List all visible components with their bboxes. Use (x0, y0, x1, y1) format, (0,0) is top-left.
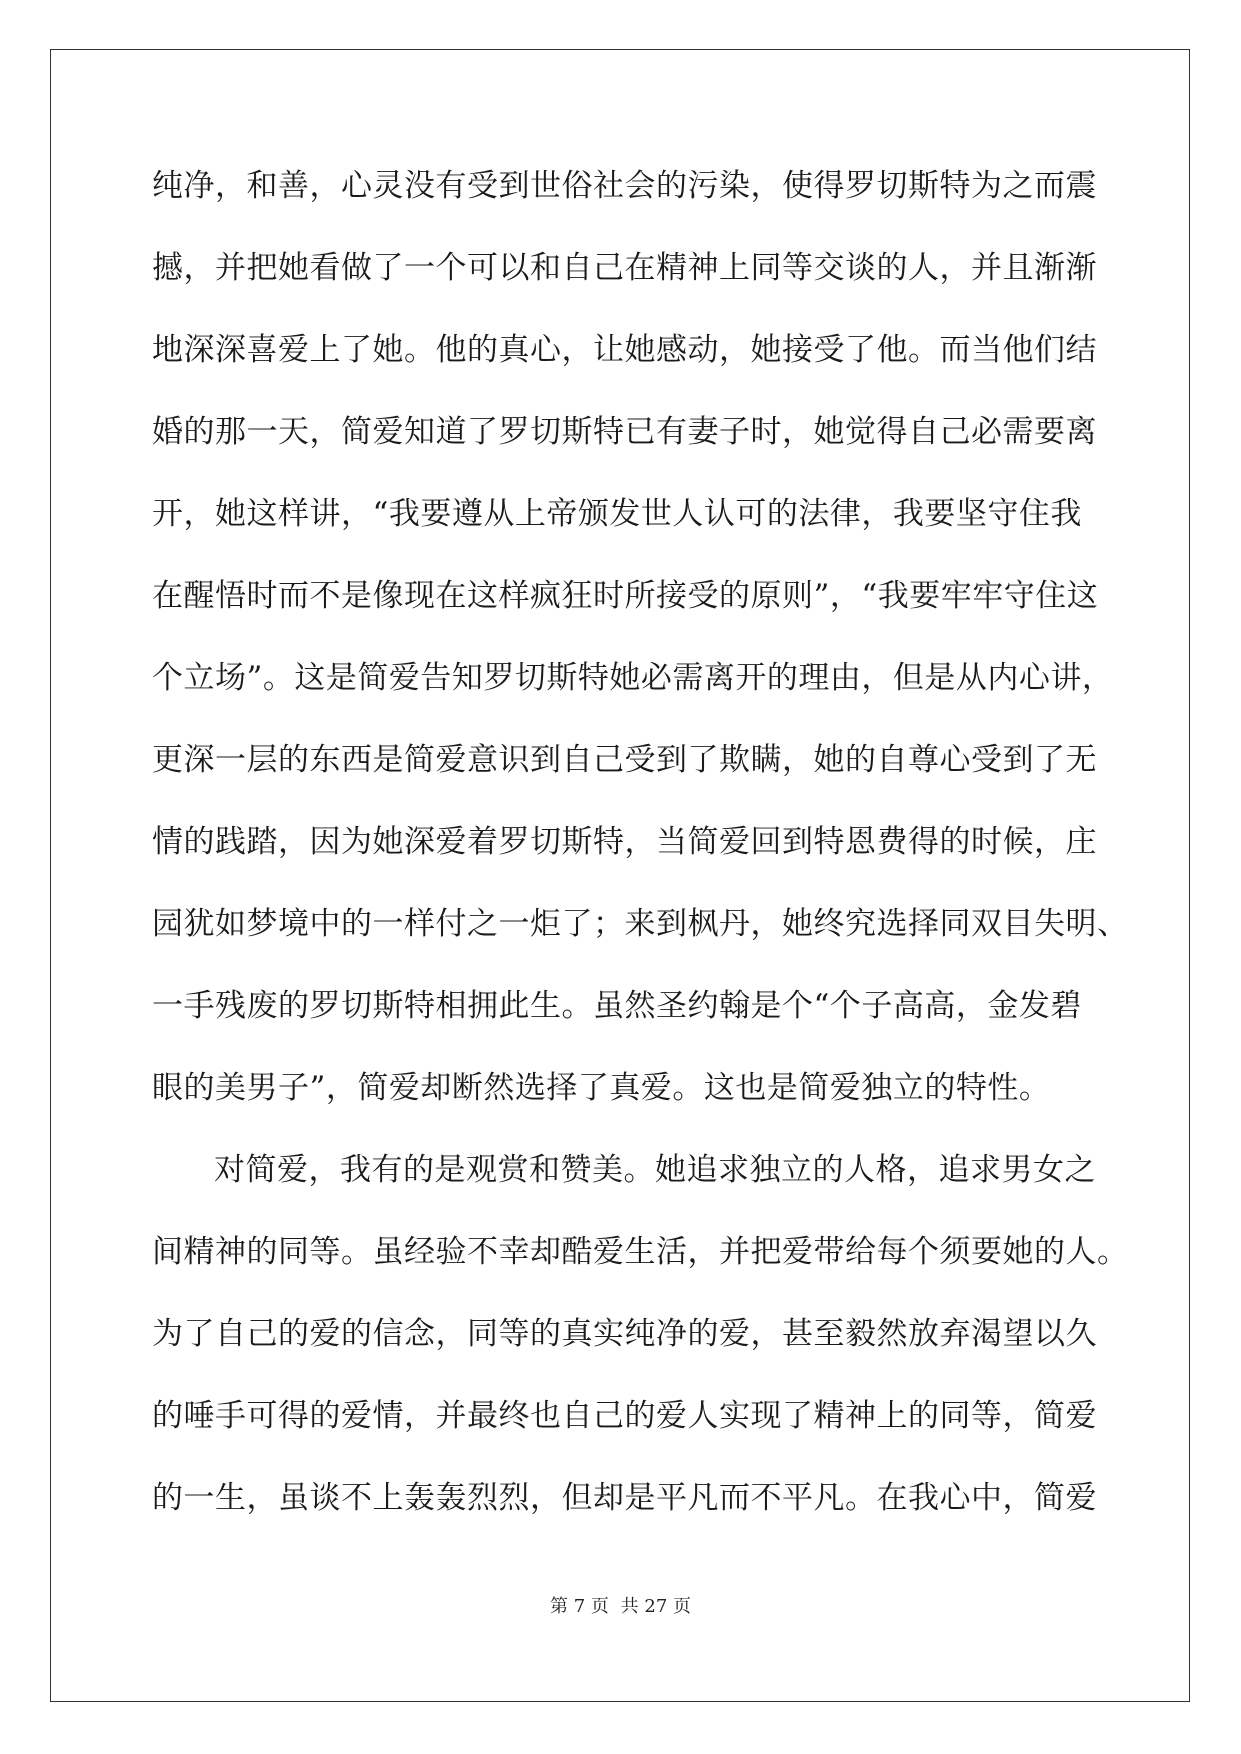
text-line: 情的践踏，因为她深爱着罗切斯特，当简爱回到特恩费得的时候，庄 (152, 824, 1097, 860)
text-line: 的一生，虽谈不上轰轰烈烈，但却是平凡而不平凡。在我心中，简爱 (152, 1480, 1097, 1516)
text-line: 婚的那一天，简爱知道了罗切斯特已有妻子时，她觉得自己必需要离 (152, 414, 1097, 450)
text-line: 的唾手可得的爱情，并最终也自己的爱人实现了精神上的同等，简爱 (152, 1398, 1097, 1434)
text-line: 纯净，和善，心灵没有受到世俗社会的污染，使得罗切斯特为之而震 (152, 168, 1097, 204)
text-line: 撼，并把她看做了一个可以和自己在精神上同等交谈的人，并且渐渐 (152, 250, 1097, 286)
page-number: 第 7 页 (550, 1596, 609, 1617)
text-line: 园犹如梦境中的一样付之一炬了；来到枫丹，她终究选择同双目失明、 (152, 906, 1129, 942)
text-line: 在醒悟时而不是像现在这样疯狂时所接受的原则”，“我要牢牢守住这 (152, 578, 1099, 614)
text-line: 为了自己的爱的信念，同等的真实纯净的爱，甚至毅然放弃渴望以久 (152, 1316, 1097, 1352)
text-line: 一手残废的罗切斯特相拥此生。虽然圣约翰是个“个子高高，金发碧 (152, 988, 1082, 1024)
page-footer (0, 1592, 1241, 1618)
text-line: 个立场”。这是简爱告知罗切斯特她必需离开的理由，但是从内心讲， (152, 660, 1114, 696)
text-line: 更深一层的东西是简爱意识到自己受到了欺瞒，她的自尊心受到了无 (152, 742, 1097, 778)
body-text (152, 165, 1129, 1559)
text-line: 眼的美男子”，简爱却断然选择了真爱。这也是简爱独立的特性。 (152, 1070, 1051, 1106)
page-total: 共 27 页 (620, 1596, 691, 1617)
text-line: 地深深喜爱上了她。他的真心，让她感动，她接受了他。而当他们结 (152, 332, 1097, 368)
text-line: 间精神的同等。虽经验不幸却酷爱生活，并把爱带给每个须要她的人。 (152, 1234, 1129, 1270)
text-line: 开，她这样讲，“我要遵从上帝颁发世人认可的法律，我要坚守住我 (152, 496, 1082, 532)
paragraph-first-line: 对简爱，我有的是观赏和赞美。她追求独立的人格，追求男女之 (214, 1152, 1096, 1188)
